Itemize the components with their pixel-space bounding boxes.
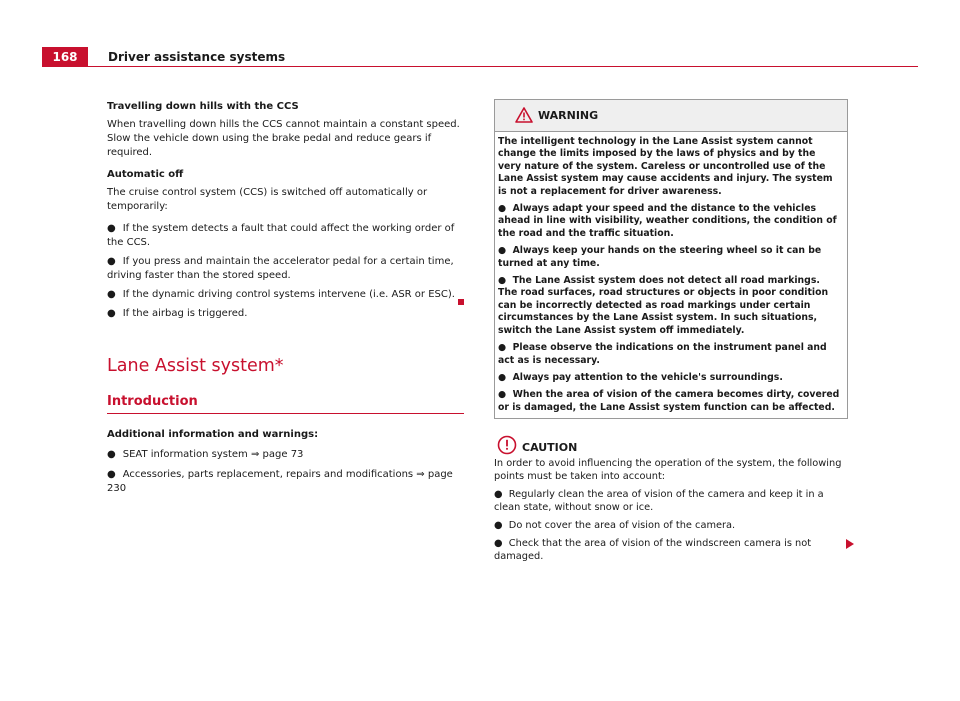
list-item: ● Always adapt your speed and the distance to the vehicles ahead in line with visibility, weather conditions, the condition of the road and the traffic situation. [498,203,837,239]
list-item [107,448,464,462]
caution-block [494,435,848,568]
page-link[interactable]: SEAT information system ⇒ page 73 [122,449,304,460]
warning-triangle-icon [515,107,533,127]
list-item: ● If the dynamic driving control systems intervene (i.e. ASR or ESC). [107,289,455,300]
bullet-icon: ● [498,203,513,215]
bullet-icon: ● [107,289,116,300]
header-rule [88,66,918,67]
list-item [107,468,464,496]
bullet-icon: ● [107,469,116,480]
warning-box [494,99,848,419]
auto-off-text: The cruise control system (CCS) is switched off automatically or temporarily: [107,187,428,212]
bullet-icon: ● [498,389,513,401]
bullet-icon: ● [107,308,116,319]
section-end-icon [458,299,464,305]
bullet-icon: ● [107,256,116,267]
continue-arrow-icon [846,539,854,549]
subsection-rule [107,413,464,414]
caution-header [494,435,848,457]
list-item: ● Check that the area of vision of the windscreen camera is not damaged. [494,537,848,563]
list-item: ● If you press and maintain the accelerator pedal for a certain time, driving faster than the stored speed. [107,256,454,281]
hills-text: When travelling down hills the CCS cannot maintain a constant speed. Slow the vehicle down using the brake pedal and reduce gears if required. [107,119,460,158]
page-link[interactable]: Accessories, parts replacement, repairs and modifications ⇒ page 230 [107,469,453,494]
list-item: ● Always keep your hands on the steering wheel so it can be turned at any time. [498,245,822,269]
bullet-icon: ● [498,245,513,257]
section-title: Lane Assist system* [107,356,284,376]
bullet-icon: ● [498,342,513,354]
auto-off-heading: Automatic off [107,169,184,180]
list-item: ● The Lane Assist system does not detect all road markings. The road surfaces, road structures or objects in poor condition can be incorrectly detected as road markings under certain circumstances by the Lane Assist system. In such situations, switch the Lane Assist system off immediately. [498,275,829,336]
caution-icon [497,435,517,459]
warning-intro: The intelligent technology in the Lane Assist system cannot change the limits imposed by the laws of physics and by the very nature of the system. Careless or uncontrolled use of the Lane Assist system may cause accidents and injury. The system is not a replacement for driver awareness. [498,136,833,197]
left-column [107,100,464,496]
chapter-title: Driver assistance systems [108,50,286,64]
warning-body [495,132,847,418]
list-item: ● If the airbag is triggered. [107,307,464,321]
list-item: ● Do not cover the area of vision of the camera. [494,520,736,531]
caution-intro: In order to avoid influencing the operation of the system, the following points must be taken into account: [494,458,842,482]
info-heading: Additional information and warnings: [107,429,319,440]
bullet-icon: ● [494,520,509,531]
bullet-icon: ● [494,489,509,500]
bullet-icon: ● [107,449,116,460]
caution-title: CAUTION [522,441,578,454]
bullet-icon: ● [494,538,509,549]
hills-heading: Travelling down hills with the CCS [107,101,299,112]
subsection-title: Introduction [107,394,198,409]
bullet-icon: ● [498,275,513,287]
list-item: ● Regularly clean the area of vision of the camera and keep it in a clean state, without snow or ice. [494,489,824,513]
warning-header [495,100,847,132]
list-item: ● Please observe the indications on the instrument panel and act as is necessary. [498,342,827,366]
page-header [42,47,918,67]
page-number: 168 [42,47,88,67]
list-item: ● If the system detects a fault that could affect the working order of the CCS. [107,223,455,248]
list-item: ● Always pay attention to the vehicle's surroundings. [498,371,783,383]
list-item: ● When the area of vision of the camera becomes dirty, covered or is damaged, the Lane Assist system function can be affected. [498,389,840,413]
warning-title: WARNING [538,109,599,122]
bullet-icon: ● [498,371,513,383]
bullet-icon: ● [107,223,116,234]
